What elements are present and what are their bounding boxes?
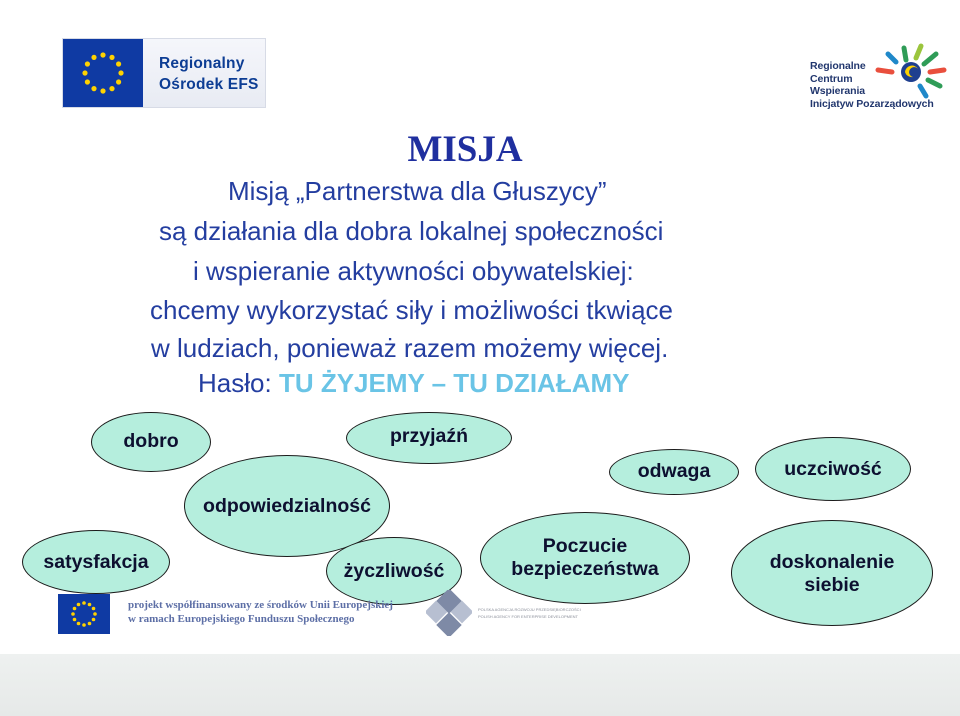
mission-line: Misją „Partnerstwa dla Głuszycy”	[228, 176, 607, 206]
rcwip-logo	[786, 40, 952, 122]
mission-line: chcemy wykorzystać siły i możliwości tkwiące	[150, 295, 673, 325]
motto-text: TU ŻYJEMY – TU DZIAŁAMY	[278, 368, 630, 398]
footer-logos	[58, 588, 870, 642]
banner-text: Regionalny Ośrodek EFS	[159, 55, 259, 93]
value-label: dobro	[123, 430, 179, 452]
sun-rays-icon	[866, 40, 952, 102]
eu-flag-icon	[63, 39, 143, 107]
value-ellipse-satysfakcja	[22, 530, 170, 594]
footer-cofinancing-text: projekt współfinansowany ze środków Unii Europejskiej w ramach Europejskiego Funduszu Społecznego	[128, 599, 393, 625]
mission-line: w ludziach, ponieważ razem możemy więcej.	[151, 333, 669, 363]
logo-line: Wspierania	[810, 85, 866, 97]
logo-line: Inicjatyw Pozarządowych	[810, 97, 934, 110]
parp-logo-icon	[426, 590, 472, 636]
value-label: uczciwość	[784, 458, 882, 480]
logo-line: Centrum	[810, 72, 853, 85]
mission-line: i wspieranie aktywności obywatelskiej:	[193, 256, 634, 286]
value-label: satysfakcja	[43, 551, 149, 573]
motto-label: Hasło:	[198, 368, 272, 398]
eu-flag-icon	[58, 594, 110, 634]
logo-line: Regionalne	[810, 60, 866, 72]
value-label: Poczucie bezpieczeństwa	[511, 535, 659, 580]
value-ellipse-przyjazn	[346, 412, 512, 464]
parp-text: POLSKA AGENCJA ROZWOJU PRZEDSIĘBIORCZOŚCI POLISH AGENCY FOR ENTERPRISE DEVELOPMENT	[478, 607, 581, 619]
motto-line	[198, 368, 629, 399]
page-title: MISJA	[407, 129, 523, 170]
value-label: odpowiedzialność	[203, 495, 371, 517]
top-eu-banner	[62, 38, 266, 108]
value-ellipse-dobro	[91, 412, 211, 472]
value-label: przyjaźń	[389, 425, 469, 447]
value-ellipse-uczciwosc	[755, 437, 911, 501]
value-label: doskonalenie siebie	[769, 551, 895, 596]
value-label: życzliwość	[343, 560, 445, 582]
bottom-strip	[0, 654, 960, 716]
value-label: odwaga	[637, 460, 711, 482]
value-ellipse-odwaga	[609, 449, 739, 495]
mission-line: są działania dla dobra lokalnej społeczności	[159, 216, 664, 246]
